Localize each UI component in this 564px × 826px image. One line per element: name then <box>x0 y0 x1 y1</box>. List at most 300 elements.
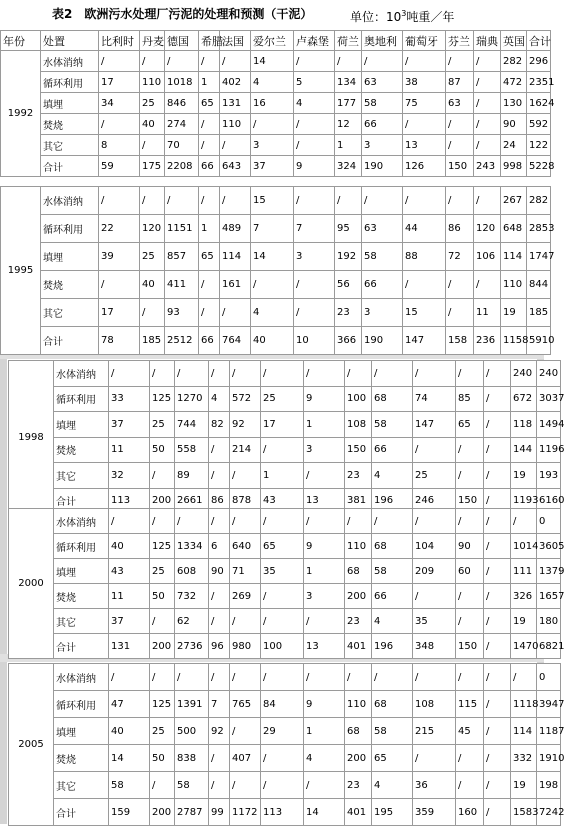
value-cell: 32 <box>109 463 150 489</box>
value-cell: 1910 <box>537 745 561 772</box>
value-cell: 90 <box>501 114 527 135</box>
value-cell: 125 <box>150 386 175 412</box>
value-cell: 115 <box>456 691 484 718</box>
value-cell: / <box>304 609 345 634</box>
value-cell: 6160 <box>537 488 561 514</box>
value-cell: 23 <box>345 772 372 799</box>
table-row <box>9 634 561 659</box>
value-cell: 672 <box>511 386 537 412</box>
value-cell: 47 <box>109 691 150 718</box>
value-cell: / <box>345 664 372 691</box>
value-cell: 161 <box>220 271 251 299</box>
value-cell: 4 <box>372 463 413 489</box>
value-cell: 111 <box>511 559 537 584</box>
value-cell: 857 <box>165 243 199 271</box>
value-cell: 22 <box>99 215 140 243</box>
value-cell: 58 <box>175 772 209 799</box>
value-cell: 95 <box>335 215 362 243</box>
value-cell: 282 <box>527 187 551 215</box>
value-cell: 196 <box>372 634 413 659</box>
value-cell: / <box>99 51 140 72</box>
value-cell: / <box>456 609 484 634</box>
disposal-method-cell: 水体消纳 <box>54 664 109 691</box>
value-cell: 25 <box>150 718 175 745</box>
value-cell: 407 <box>230 745 261 772</box>
value-cell: 175 <box>140 156 165 177</box>
unit-prefix: 单位：10 <box>350 10 402 24</box>
value-cell: 78 <box>99 327 140 355</box>
value-cell: / <box>175 664 209 691</box>
disposal-method-cell: 水体消纳 <box>54 509 109 534</box>
value-cell: 185 <box>527 299 551 327</box>
value-cell: 114 <box>501 243 527 271</box>
value-cell: / <box>484 609 511 634</box>
value-cell: 844 <box>527 271 551 299</box>
value-cell: 3 <box>251 135 294 156</box>
value-cell: 86 <box>446 215 474 243</box>
value-cell: 7 <box>209 691 230 718</box>
value-cell: 1583 <box>511 799 537 826</box>
value-cell: 17 <box>261 412 304 438</box>
value-cell: 6 <box>209 534 230 559</box>
year-block-1998 <box>8 360 564 514</box>
value-cell: 500 <box>175 718 209 745</box>
value-cell: 4 <box>304 745 345 772</box>
value-cell: 24 <box>501 135 527 156</box>
table-row <box>9 534 561 559</box>
value-cell: 17 <box>99 72 140 93</box>
value-cell: / <box>261 437 304 463</box>
value-cell: 324 <box>335 156 362 177</box>
column-header: 处置 <box>41 31 99 51</box>
value-cell: 56 <box>335 271 362 299</box>
value-cell: 114 <box>511 718 537 745</box>
value-cell: 1 <box>304 412 345 438</box>
value-cell: / <box>484 386 511 412</box>
value-cell: / <box>413 584 456 609</box>
value-cell: 998 <box>501 156 527 177</box>
value-cell: 150 <box>345 437 372 463</box>
table-row <box>1 243 551 271</box>
disposal-method-cell: 其它 <box>41 135 99 156</box>
value-cell: 765 <box>230 691 261 718</box>
value-cell: / <box>484 488 511 514</box>
value-cell: 37 <box>251 156 294 177</box>
value-cell: 125 <box>150 691 175 718</box>
value-cell: / <box>372 664 413 691</box>
value-cell: / <box>403 187 446 215</box>
table-row <box>9 437 561 463</box>
value-cell: 3 <box>294 243 335 271</box>
value-cell: 214 <box>230 437 261 463</box>
value-cell: 4 <box>209 386 230 412</box>
value-cell: 71 <box>230 559 261 584</box>
table-row <box>9 361 561 387</box>
value-cell: 3 <box>304 437 345 463</box>
value-cell: / <box>484 534 511 559</box>
value-cell: / <box>150 664 175 691</box>
value-cell: 14 <box>251 51 294 72</box>
value-cell: 3605 <box>537 534 561 559</box>
year-block-2000 <box>8 508 564 659</box>
unit-exponent: 3 <box>401 9 407 18</box>
value-cell: 240 <box>511 361 537 387</box>
value-cell: 7 <box>251 215 294 243</box>
value-cell: 66 <box>372 584 413 609</box>
value-cell: 4 <box>251 299 294 327</box>
disposal-method-cell: 其它 <box>41 299 99 327</box>
value-cell: 110 <box>501 271 527 299</box>
value-cell: 58 <box>372 559 413 584</box>
disposal-method-cell: 合计 <box>54 488 109 514</box>
value-cell: 35 <box>261 559 304 584</box>
value-cell: / <box>199 114 220 135</box>
value-cell: / <box>294 299 335 327</box>
disposal-method-cell: 填埋 <box>54 559 109 584</box>
disposal-method-cell: 合计 <box>54 634 109 659</box>
disposal-method-cell: 水体消纳 <box>41 187 99 215</box>
value-cell: 113 <box>109 488 150 514</box>
value-cell: 23 <box>345 463 372 489</box>
value-cell: 114 <box>220 243 251 271</box>
header-row <box>1 31 551 51</box>
value-cell: / <box>261 584 304 609</box>
value-cell: / <box>199 299 220 327</box>
value-cell: 68 <box>345 559 372 584</box>
disposal-method-cell: 焚烧 <box>54 437 109 463</box>
value-cell: 93 <box>165 299 199 327</box>
table-row <box>9 412 561 438</box>
table-row <box>1 215 551 243</box>
value-cell: / <box>199 187 220 215</box>
value-cell: 130 <box>501 93 527 114</box>
year-cell: 2000 <box>9 509 54 659</box>
value-cell: 108 <box>345 412 372 438</box>
value-cell: / <box>220 51 251 72</box>
value-cell: 50 <box>150 584 175 609</box>
year-cell: 2005 <box>9 664 54 826</box>
value-cell: 59 <box>99 156 140 177</box>
value-cell: / <box>304 772 345 799</box>
value-cell: 50 <box>150 437 175 463</box>
disposal-method-cell: 循环利用 <box>54 691 109 718</box>
value-cell: 72 <box>446 243 474 271</box>
value-cell: 110 <box>140 72 165 93</box>
value-cell: 9 <box>304 534 345 559</box>
value-cell: 246 <box>413 488 456 514</box>
value-cell: / <box>413 745 456 772</box>
table-title: 表2 欧洲污水处理厂污泥的处理和预测（干泥） <box>52 7 313 21</box>
column-header: 瑞典 <box>474 31 501 51</box>
value-cell: / <box>446 114 474 135</box>
disposal-method-cell: 其它 <box>54 463 109 489</box>
value-cell: / <box>261 664 304 691</box>
value-cell: / <box>413 664 456 691</box>
column-header: 芬兰 <box>446 31 474 51</box>
value-cell: 282 <box>501 51 527 72</box>
value-cell: 68 <box>372 691 413 718</box>
year-block-1992 <box>0 30 555 177</box>
disposal-method-cell: 循环利用 <box>41 215 99 243</box>
value-cell: / <box>403 271 446 299</box>
value-cell: 2351 <box>527 72 551 93</box>
value-cell: / <box>474 135 501 156</box>
value-cell: 63 <box>446 93 474 114</box>
value-cell: 23 <box>335 299 362 327</box>
value-cell: 58 <box>362 243 403 271</box>
value-cell: 37 <box>109 609 150 634</box>
value-cell: / <box>446 187 474 215</box>
value-cell: 150 <box>446 156 474 177</box>
value-cell: 92 <box>230 412 261 438</box>
value-cell: 846 <box>165 93 199 114</box>
value-cell: 16 <box>251 93 294 114</box>
value-cell: / <box>484 664 511 691</box>
value-cell: 236 <box>474 327 501 355</box>
value-cell: 19 <box>511 609 537 634</box>
value-cell: 92 <box>209 718 230 745</box>
value-cell: 1 <box>335 135 362 156</box>
value-cell: / <box>484 361 511 387</box>
value-cell: 1158 <box>501 327 527 355</box>
value-cell: 50 <box>150 745 175 772</box>
disposal-method-cell: 合计 <box>54 799 109 826</box>
value-cell: 198 <box>537 772 561 799</box>
table-row <box>1 187 551 215</box>
value-cell: 36 <box>413 772 456 799</box>
value-cell: 68 <box>372 534 413 559</box>
value-cell: 401 <box>345 634 372 659</box>
value-cell: / <box>372 509 413 534</box>
value-cell: 65 <box>199 243 220 271</box>
value-cell: 62 <box>175 609 209 634</box>
value-cell: 326 <box>511 584 537 609</box>
value-cell: / <box>140 299 165 327</box>
value-cell: / <box>261 772 304 799</box>
value-cell: / <box>484 509 511 534</box>
value-cell: 38 <box>403 72 446 93</box>
value-cell: 158 <box>446 327 474 355</box>
value-cell: 65 <box>372 745 413 772</box>
year-cell: 1998 <box>9 361 54 514</box>
value-cell: 144 <box>511 437 537 463</box>
value-cell: / <box>294 114 335 135</box>
value-cell: 160 <box>456 799 484 826</box>
year-block-1995 <box>0 186 555 355</box>
value-cell: 193 <box>537 463 561 489</box>
value-cell: / <box>484 799 511 826</box>
value-cell: / <box>456 745 484 772</box>
value-cell: / <box>446 135 474 156</box>
value-cell: 209 <box>413 559 456 584</box>
disposal-method-cell: 合计 <box>41 156 99 177</box>
value-cell: / <box>209 437 230 463</box>
value-cell: 0 <box>537 509 561 534</box>
year-block-2005 <box>8 663 564 826</box>
value-cell: / <box>199 51 220 72</box>
value-cell: / <box>335 51 362 72</box>
value-cell: 34 <box>99 93 140 114</box>
column-header: 德国 <box>165 31 199 51</box>
value-cell: 120 <box>140 215 165 243</box>
value-cell: / <box>474 72 501 93</box>
value-cell: 185 <box>140 327 165 355</box>
value-cell: 195 <box>372 799 413 826</box>
value-cell: 2661 <box>175 488 209 514</box>
year-cell: 1992 <box>1 51 41 177</box>
value-cell: 17 <box>99 299 140 327</box>
value-cell: 74 <box>413 386 456 412</box>
table-row <box>1 135 551 156</box>
value-cell: 240 <box>537 361 561 387</box>
value-cell: 65 <box>199 93 220 114</box>
value-cell: 19 <box>511 463 537 489</box>
value-cell: / <box>230 664 261 691</box>
value-cell: 68 <box>372 386 413 412</box>
value-cell: 1151 <box>165 215 199 243</box>
value-cell: / <box>140 135 165 156</box>
value-cell: 1747 <box>527 243 551 271</box>
value-cell: / <box>99 114 140 135</box>
value-cell: / <box>304 361 345 387</box>
value-cell: 88 <box>403 243 446 271</box>
value-cell: 40 <box>140 271 165 299</box>
value-cell: 100 <box>345 386 372 412</box>
value-cell: / <box>165 51 199 72</box>
value-cell: / <box>209 463 230 489</box>
value-cell: / <box>261 509 304 534</box>
disposal-method-cell: 填埋 <box>41 93 99 114</box>
value-cell: 648 <box>501 215 527 243</box>
value-cell: / <box>345 361 372 387</box>
value-cell: / <box>294 271 335 299</box>
value-cell: / <box>140 51 165 72</box>
value-cell: / <box>209 361 230 387</box>
value-cell: 122 <box>527 135 551 156</box>
value-cell: 87 <box>446 72 474 93</box>
value-cell: 66 <box>199 327 220 355</box>
value-cell: / <box>446 299 474 327</box>
table-row <box>9 718 561 745</box>
disposal-method-cell: 水体消纳 <box>41 51 99 72</box>
value-cell: 14 <box>109 745 150 772</box>
value-cell: 58 <box>372 412 413 438</box>
value-cell: 110 <box>345 534 372 559</box>
value-cell: 150 <box>456 488 484 514</box>
disposal-method-cell: 焚烧 <box>41 114 99 135</box>
value-cell: 402 <box>220 72 251 93</box>
value-cell: 66 <box>199 156 220 177</box>
value-cell: / <box>456 772 484 799</box>
value-cell: 90 <box>209 559 230 584</box>
value-cell: / <box>209 609 230 634</box>
value-cell: 200 <box>345 584 372 609</box>
value-cell: / <box>484 691 511 718</box>
value-cell: 359 <box>413 799 456 826</box>
value-cell: 3 <box>362 135 403 156</box>
value-cell: / <box>230 609 261 634</box>
value-cell: 196 <box>372 488 413 514</box>
value-cell: / <box>474 114 501 135</box>
disposal-method-cell: 水体消纳 <box>54 361 109 387</box>
table-row <box>1 114 551 135</box>
value-cell: 200 <box>150 799 175 826</box>
table-row <box>9 664 561 691</box>
value-cell: 66 <box>362 271 403 299</box>
value-cell: / <box>150 509 175 534</box>
value-cell: / <box>99 271 140 299</box>
value-cell: 113 <box>261 799 304 826</box>
column-header: 合计 <box>527 31 551 51</box>
value-cell: 296 <box>527 51 551 72</box>
value-cell: 29 <box>261 718 304 745</box>
value-cell: / <box>403 51 446 72</box>
value-cell: 1334 <box>175 534 209 559</box>
value-cell: / <box>474 187 501 215</box>
value-cell: 13 <box>304 488 345 514</box>
table-row <box>1 156 551 177</box>
value-cell: / <box>261 745 304 772</box>
value-cell: / <box>150 609 175 634</box>
value-cell: 1 <box>304 718 345 745</box>
value-cell: 1270 <box>175 386 209 412</box>
value-cell: / <box>175 361 209 387</box>
value-cell: 190 <box>362 156 403 177</box>
unit-suffix: 吨重／年 <box>406 10 455 24</box>
value-cell: / <box>220 299 251 327</box>
value-cell: 1172 <box>230 799 261 826</box>
value-cell: / <box>261 361 304 387</box>
value-cell: 75 <box>403 93 446 114</box>
value-cell: 13 <box>304 634 345 659</box>
value-cell: 25 <box>140 93 165 114</box>
value-cell: 200 <box>150 488 175 514</box>
table-row <box>9 584 561 609</box>
value-cell: 5 <box>294 72 335 93</box>
value-cell: 11 <box>474 299 501 327</box>
value-cell: / <box>456 664 484 691</box>
value-cell: / <box>372 361 413 387</box>
value-cell: / <box>474 271 501 299</box>
value-cell: 592 <box>527 114 551 135</box>
value-cell: 85 <box>456 386 484 412</box>
value-cell: 19 <box>501 299 527 327</box>
table-row <box>1 93 551 114</box>
value-cell: 9 <box>294 156 335 177</box>
value-cell: 274 <box>165 114 199 135</box>
value-cell: / <box>230 772 261 799</box>
value-cell: / <box>362 51 403 72</box>
value-cell: 269 <box>230 584 261 609</box>
value-cell: / <box>294 187 335 215</box>
value-cell: 58 <box>109 772 150 799</box>
value-cell: 215 <box>413 718 456 745</box>
value-cell: / <box>199 135 220 156</box>
column-header: 年份 <box>1 31 41 51</box>
value-cell: 744 <box>175 412 209 438</box>
value-cell: 15 <box>251 187 294 215</box>
value-cell: 1 <box>199 72 220 93</box>
column-header: 比利时 <box>99 31 140 51</box>
column-header: 丹麦 <box>140 31 165 51</box>
value-cell: 120 <box>474 215 501 243</box>
value-cell: 14 <box>304 799 345 826</box>
value-cell: 177 <box>335 93 362 114</box>
value-cell: 3 <box>304 584 345 609</box>
value-cell: 6821 <box>537 634 561 659</box>
value-cell: / <box>484 772 511 799</box>
value-cell: 5228 <box>527 156 551 177</box>
